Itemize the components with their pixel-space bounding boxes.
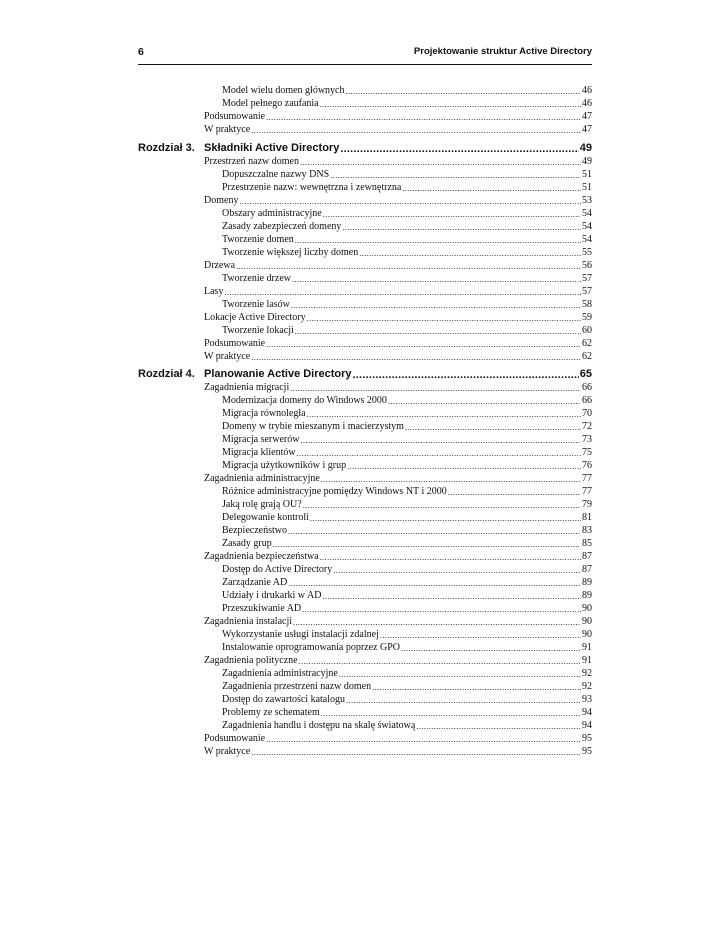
toc-entry [222, 667, 592, 680]
toc-row [138, 194, 592, 207]
toc-entry-page: 85 [582, 538, 592, 549]
toc-leader [300, 157, 581, 168]
toc-row [138, 589, 592, 602]
toc-leader [359, 248, 581, 259]
toc-entry [222, 576, 592, 589]
toc-entry [204, 123, 592, 136]
toc-entry-title: Dostęp do zawartości katalogu [222, 694, 346, 705]
toc-entry [222, 181, 592, 194]
toc-entry-title: Zarządzanie AD [222, 577, 288, 588]
toc-entry-page: 54 [582, 221, 592, 232]
toc-row [138, 220, 592, 233]
toc-leader [300, 435, 581, 446]
toc-leader [295, 235, 581, 246]
toc-leader [251, 352, 581, 363]
toc-row [138, 272, 592, 285]
toc-entry-page: 94 [582, 707, 592, 718]
toc-entry-page: 59 [582, 312, 592, 323]
toc-entry-page: 77 [582, 473, 592, 484]
toc-entry [222, 537, 592, 550]
toc-leader [288, 526, 581, 537]
toc-entry-page: 60 [582, 325, 592, 336]
toc-row [138, 732, 592, 745]
toc-entry-title: Tworzenie drzew [222, 273, 291, 284]
toc-entry-page: 89 [582, 590, 592, 601]
toc-entry-page: 57 [582, 273, 592, 284]
toc-entry-title: Domeny w trybie mieszanym i macierzystym [222, 421, 404, 432]
toc-row [138, 337, 592, 350]
toc-row [138, 298, 592, 311]
toc-entry [222, 498, 592, 511]
toc-leader [401, 643, 581, 654]
toc-leader [372, 682, 581, 693]
toc-entry-title: Migracja klientów [222, 447, 296, 458]
toc-leader [266, 339, 581, 350]
toc-row [138, 259, 592, 272]
toc-row [138, 550, 592, 563]
toc-entry [222, 407, 592, 420]
toc-entry [222, 394, 592, 407]
header-rule [138, 64, 592, 65]
toc-entry-page: 73 [582, 434, 592, 445]
toc-row [138, 511, 592, 524]
toc-entry [222, 233, 592, 246]
chapter-label: Rozdział 4. [138, 368, 195, 380]
toc-entry-page: 51 [582, 182, 592, 193]
toc-row [138, 433, 592, 446]
toc-entry-title: Drzewa [204, 260, 236, 271]
toc-entry [222, 298, 592, 311]
toc-entry-title: Instalowanie oprogramowania poprzez GPO [222, 642, 400, 653]
toc-entry [222, 246, 592, 259]
toc-row [138, 233, 592, 246]
toc-row [138, 719, 592, 732]
toc-entry [222, 97, 592, 110]
toc-entry-title: Zagadnienia instalacji [204, 616, 293, 627]
toc-row [138, 576, 592, 589]
toc-row [138, 654, 592, 667]
toc-entry-page: 70 [582, 408, 592, 419]
toc-entry-page: 90 [582, 629, 592, 640]
toc-entry-page: 92 [582, 668, 592, 679]
toc-leader [323, 209, 581, 220]
chapter-heading-4 [138, 366, 592, 382]
toc-leader [380, 630, 581, 641]
toc-entry [222, 589, 592, 602]
toc-row [138, 168, 592, 181]
toc-entry-page: 95 [582, 733, 592, 744]
toc-leader [307, 313, 581, 324]
toc-row [138, 181, 592, 194]
toc-row [138, 246, 592, 259]
toc-entry [222, 706, 592, 719]
toc-leader [297, 448, 581, 459]
toc-entry-page: 47 [582, 111, 592, 122]
toc-entry [204, 654, 592, 667]
page-number: 6 [138, 46, 144, 58]
toc-row [138, 563, 592, 576]
toc-leader [224, 287, 581, 298]
toc-entry [222, 272, 592, 285]
toc-entry-title: Obszary administracyjne [222, 208, 322, 219]
toc-entry-title: W praktyce [204, 746, 251, 757]
toc-entry-title: Przestrzeń nazw domen [204, 156, 299, 167]
chapter-entry [204, 140, 592, 156]
toc-entry-title: Podsumowanie [204, 111, 266, 122]
toc-entry-title: Tworzenie lokacji [222, 325, 294, 336]
toc-entry-page: 47 [582, 124, 592, 135]
toc-entry-page: 49 [582, 156, 592, 167]
toc-entry-page: 91 [582, 655, 592, 666]
toc-entry-title: Model pełnego zaufania [222, 98, 319, 109]
toc-entry-title: Lokacje Active Directory [204, 312, 306, 323]
toc-leader [251, 125, 581, 136]
toc-entry-title: Podsumowanie [204, 733, 266, 744]
toc-leader [273, 539, 581, 550]
toc-entry-title: Dostęp do Active Directory [222, 564, 333, 575]
toc-entry-title: Problemy ze schematem [222, 707, 320, 718]
toc-entry [204, 472, 592, 485]
toc-row [138, 420, 592, 433]
toc-entry-title: Zasady zabezpieczeń domeny [222, 221, 342, 232]
toc-entry [222, 324, 592, 337]
toc-entry-page: 90 [582, 616, 592, 627]
toc-entry-title: Tworzenie lasów [222, 299, 290, 310]
toc-leader [322, 591, 581, 602]
toc-entry-title: Dopuszczalne nazwy DNS [222, 169, 330, 180]
chapter-label: Rozdział 3. [138, 142, 195, 154]
toc-entry-page: 58 [582, 299, 592, 310]
toc-row [138, 615, 592, 628]
toc-entry-page: 91 [582, 642, 592, 653]
toc-leader [299, 656, 581, 667]
toc-entry [222, 680, 592, 693]
toc-leader [416, 721, 581, 732]
toc-entry [204, 155, 592, 168]
toc-entry-title: Bezpieczeństwo [222, 525, 287, 536]
toc-row [138, 628, 592, 641]
toc-entry-title: Przeszukiwanie AD [222, 603, 302, 614]
toc-row [138, 381, 592, 394]
toc-row [138, 97, 592, 110]
chapter-heading-3 [138, 140, 592, 156]
toc-leader [340, 142, 578, 156]
toc-leader [448, 487, 581, 498]
toc-leader [321, 474, 581, 485]
toc-leader [321, 708, 581, 719]
toc-entry-page: 75 [582, 447, 592, 458]
toc-entry-page: 95 [582, 746, 592, 757]
toc-entry-title: Zagadnienia przestrzeni nazw domen [222, 681, 372, 692]
chapter-page: 65 [579, 368, 592, 380]
toc-entry-title: Udziały i drukarki w AD [222, 590, 322, 601]
toc-row [138, 537, 592, 550]
toc-leader [266, 734, 581, 745]
toc-entry [204, 110, 592, 123]
toc-row [138, 324, 592, 337]
toc-row [138, 706, 592, 719]
toc-entry-title: Modernizacja domeny do Windows 2000 [222, 395, 387, 406]
toc-entry-page: 90 [582, 603, 592, 614]
toc-row [138, 472, 592, 485]
toc-leader [320, 552, 581, 563]
toc-entry-page: 46 [582, 98, 592, 109]
toc-entry-title: Migracja użytkowników i grup [222, 460, 347, 471]
toc-entry-title: Jaką rolę grają OU? [222, 499, 302, 510]
toc-row [138, 446, 592, 459]
toc-entry [204, 732, 592, 745]
toc-entry-page: 54 [582, 208, 592, 219]
toc-entry [204, 550, 592, 563]
toc-row [138, 350, 592, 363]
toc-leader [293, 617, 581, 628]
toc-entry-title: Zagadnienia administracyjne [204, 473, 320, 484]
toc-entry [204, 350, 592, 363]
toc-entry [222, 693, 592, 706]
toc-leader [353, 368, 579, 382]
toc-leader [236, 261, 581, 272]
toc-entry [222, 511, 592, 524]
toc-entry-page: 92 [582, 681, 592, 692]
toc-entry [222, 446, 592, 459]
toc-leader [290, 383, 581, 394]
toc-entry-page: 72 [582, 421, 592, 432]
toc-leader [307, 409, 581, 420]
toc-entry-page: 66 [582, 382, 592, 393]
toc-entry-page: 94 [582, 720, 592, 731]
page-header [138, 46, 592, 60]
toc-entry-page: 62 [582, 338, 592, 349]
toc-entry-page: 62 [582, 351, 592, 362]
toc-entry [222, 207, 592, 220]
toc-entry-title: Zagadnienia migracji [204, 382, 290, 393]
toc-leader [292, 274, 581, 285]
toc-leader [347, 461, 581, 472]
toc-row [138, 602, 592, 615]
toc-entry-page: 77 [582, 486, 592, 497]
toc-entry-page: 53 [582, 195, 592, 206]
toc-row [138, 84, 592, 97]
toc-leader [239, 196, 581, 207]
toc-leader [320, 99, 581, 110]
toc-leader [330, 170, 581, 181]
toc-entry-title: Przestrzenie nazw: wewnętrzna i zewnętrzna [222, 182, 402, 193]
toc-entry-page: 76 [582, 460, 592, 471]
toc-entry-title: Zasady grup [222, 538, 272, 549]
toc-entry-title: Model wielu domen głównych [222, 85, 345, 96]
toc-entry [204, 337, 592, 350]
toc-row [138, 407, 592, 420]
toc-row [138, 459, 592, 472]
toc-entry-title: W praktyce [204, 124, 251, 135]
chapter-page: 49 [579, 142, 592, 154]
toc-entry [204, 259, 592, 272]
toc-row [138, 285, 592, 298]
toc-entry-page: 81 [582, 512, 592, 523]
toc-row [138, 485, 592, 498]
chapter-title: Planowanie Active Directory [204, 368, 352, 380]
toc-row [138, 110, 592, 123]
toc-entry [204, 615, 592, 628]
toc-entry-title: Tworzenie domen [222, 234, 294, 245]
toc-entry [222, 433, 592, 446]
toc-leader [302, 604, 581, 615]
toc-entry-page: 54 [582, 234, 592, 245]
toc-entry-title: Podsumowanie [204, 338, 266, 349]
toc-entry-page: 51 [582, 169, 592, 180]
toc-entry [222, 524, 592, 537]
toc-leader [288, 578, 581, 589]
toc-entry [204, 285, 592, 298]
toc-leader [339, 669, 581, 680]
toc-entry-page: 79 [582, 499, 592, 510]
toc-entry [222, 641, 592, 654]
toc-entry-page: 56 [582, 260, 592, 271]
toc-entry-page: 55 [582, 247, 592, 258]
toc-entry-page: 87 [582, 551, 592, 562]
toc-row [138, 123, 592, 136]
toc-leader [303, 500, 581, 511]
toc-entry-page: 89 [582, 577, 592, 588]
toc-entry-title: Domeny [204, 195, 239, 206]
toc-leader [346, 695, 581, 706]
toc-row [138, 745, 592, 758]
toc-entry-page: 57 [582, 286, 592, 297]
toc-entry-title: Wykorzystanie usługi instalacji zdalnej [222, 629, 379, 640]
toc-entry [222, 563, 592, 576]
toc-leader [310, 513, 581, 524]
toc-row [138, 207, 592, 220]
chapter-title: Składniki Active Directory [204, 142, 340, 154]
toc-row [138, 641, 592, 654]
toc-leader [345, 86, 581, 97]
toc-entry [222, 628, 592, 641]
toc-row [138, 667, 592, 680]
toc-entry-title: Tworzenie większej liczby domen [222, 247, 359, 258]
toc-entry [222, 220, 592, 233]
toc-entry-page: 66 [582, 395, 592, 406]
toc-entry [204, 194, 592, 207]
toc-row [138, 311, 592, 324]
toc-entry [222, 168, 592, 181]
toc-leader [251, 747, 581, 758]
toc-entry [222, 420, 592, 433]
toc-entry-page: 46 [582, 85, 592, 96]
toc-entry [222, 485, 592, 498]
toc-leader [266, 112, 581, 123]
toc-entry-title: Zagadnienia administracyjne [222, 668, 338, 679]
toc-entry [204, 311, 592, 324]
toc-entry-title: Migracja serwerów [222, 434, 300, 445]
toc-leader [295, 326, 581, 337]
toc-entry-title: Lasy [204, 286, 224, 297]
toc-leader [342, 222, 581, 233]
toc-entry-title: Zagadnienia bezpieczeństwa [204, 551, 319, 562]
toc-entry-title: W praktyce [204, 351, 251, 362]
toc-leader [388, 396, 581, 407]
chapter-entry [204, 366, 592, 382]
toc-row [138, 680, 592, 693]
toc-entry [222, 602, 592, 615]
toc-leader [333, 565, 581, 576]
toc-row [138, 394, 592, 407]
toc-row [138, 498, 592, 511]
running-title: Projektowanie struktur Active Directory [413, 46, 592, 57]
toc-entry-page: 87 [582, 564, 592, 575]
toc-entry-title: Zagadnienia polityczne [204, 655, 298, 666]
toc-entry-title: Migracja równoległa [222, 408, 306, 419]
toc-entry [222, 84, 592, 97]
toc-entry-page: 93 [582, 694, 592, 705]
toc-row [138, 524, 592, 537]
toc-row [138, 693, 592, 706]
toc-leader [402, 183, 581, 194]
toc-entry-title: Zagadnienia handlu i dostępu na skalę światową [222, 720, 416, 731]
toc-entry-title: Różnice administracyjne pomiędzy Windows NT i 2000 [222, 486, 447, 497]
toc-entry [204, 381, 592, 394]
toc-entry-title: Delegowanie kontroli [222, 512, 309, 523]
toc-entry [222, 459, 592, 472]
toc-entry-page: 83 [582, 525, 592, 536]
toc-row [138, 155, 592, 168]
toc-leader [405, 422, 581, 433]
toc-entry [222, 719, 592, 732]
toc-leader [291, 300, 581, 311]
toc-entry [204, 745, 592, 758]
